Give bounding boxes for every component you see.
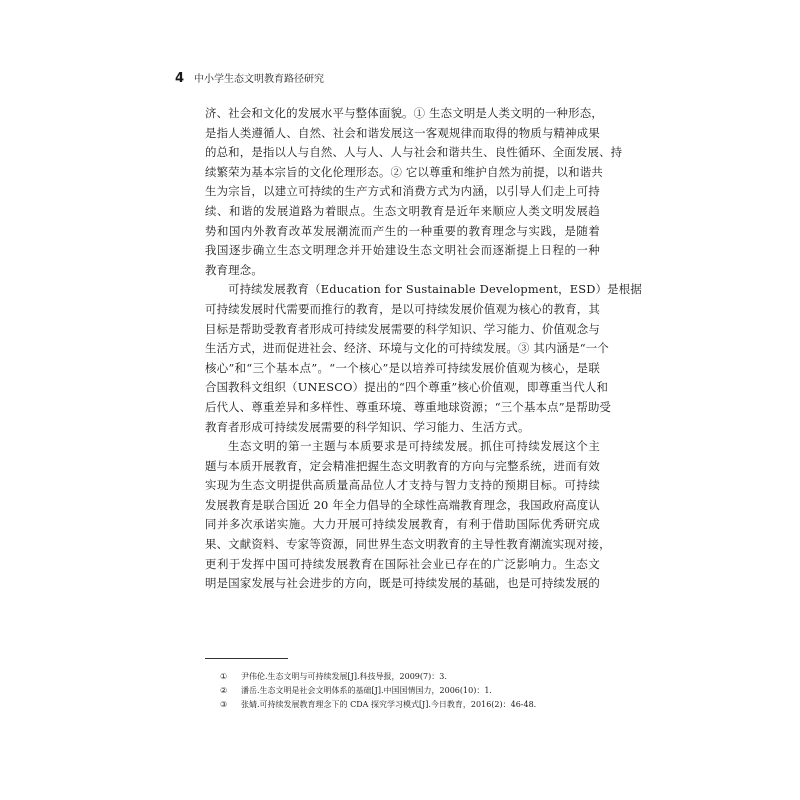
footnote-3: [220, 698, 600, 712]
text-line: 目标是帮助受教育者形成可持续发展需要的科学知识、学习能力、价值观念与: [205, 321, 600, 336]
page-header: [175, 70, 324, 86]
footnote-marker: ②: [220, 686, 228, 695]
text-line: 教育理念。: [205, 262, 263, 277]
text-line: 可持续发展教育（Education for Sustainable Development，ESD）是根据: [228, 282, 642, 297]
text-line: 后代人、尊重差异和多样性、尊重环境、尊重地球资源；“三个基本点”是帮助受: [205, 399, 612, 414]
text-line: 生态文明的第一主题与本质要求是可持续发展。抓住可持续发展这个主: [228, 439, 600, 454]
footnote-text: 尹伟伦.生态文明与可持续发展[J].科技导报，2009(7)：3.: [241, 672, 447, 681]
footnotes: [220, 670, 600, 712]
text-line: 核心”和“三个基本点”。“一个核心”是以培养可持续发展价值观为核心，是联: [205, 360, 600, 375]
footnote-text: 张婧.可持续发展教育理念下的 CDA 探究学习模式[J].今日教育，2016(2)：46-48.: [241, 700, 537, 709]
page-number: 4: [175, 71, 185, 86]
text-line: 我国逐步确立生态文明理念并开始建设生态文明社会而逐渐提上日程的一种: [205, 243, 600, 258]
paragraph-1: [205, 104, 623, 280]
text-line: 生活方式，进而促进社会、经济、环境与文化的可持续发展。③ 其内涵是“一个: [205, 341, 609, 356]
text-line: 是指人类遵循人、自然、社会和谐发展这一客观规律而取得的物质与精神成果: [205, 125, 600, 140]
footnote-text: 潘岳.生态文明是社会文明体系的基础[J].中国国情国力，2006(10)：1.: [241, 686, 492, 695]
text-line: 合国教科文组织（UNESCO）提出的“四个尊重”核心价值观，即尊重当代人和: [205, 380, 609, 395]
body-text: [205, 104, 642, 594]
text-line: 济、社会和文化的发展水平与整体面貌。① 生态文明是人类文明的一种形态，: [205, 106, 603, 120]
text-line: 续繁荣为基本宗旨的文化伦理形态。② 它以尊重和维护自然为前提，以和谐共: [205, 164, 603, 179]
text-line: 续、和谐的发展道路为着眼点。生态文明教育是近年来顺应人类文明发展趋: [205, 203, 600, 218]
footnote-divider: [205, 658, 288, 659]
text-line: 同并多次承诺实施。大力开展可持续发展教育，有利于借助国际优秀研究成: [205, 517, 600, 532]
text-line: 教育者形成可持续发展需要的科学知识、学习能力、生活方式。: [205, 419, 530, 434]
paragraph-2: [205, 280, 642, 437]
footnote-marker: ③: [220, 700, 228, 709]
footnote-2: [220, 684, 600, 698]
text-line: 势和国内外教育改革发展潮流而产生的一种重要的教育理念与实践，是随着: [205, 223, 600, 238]
footnote-1: [220, 670, 600, 684]
text-line: 可持续发展时代需要而推行的教育，是以可持续发展价值观为核心的教育，其: [205, 301, 600, 316]
text-line: 更利于发挥中国可持续发展教育在国际社会业已存在的广泛影响力。生态文: [205, 556, 600, 571]
paragraph-3: [205, 437, 611, 594]
running-title: 中小学生态文明教育路径研究: [194, 74, 325, 85]
text-line: 题与本质开展教育，定会精准把握生态文明教育的方向与完整系统，进而有效: [205, 458, 600, 473]
footnote-marker: ①: [220, 672, 228, 681]
text-line: 明是国家发展与社会进步的方向，既是可持续发展的基础，也是可持续发展的: [205, 576, 600, 591]
text-line: 的总和，是指以人与自然、人与人、人与社会和谐共生、良性循环、全面发展、持: [205, 145, 623, 160]
text-line: 果、文献资料、专家等资源，同世界生态文明教育的主导性教育潮流实现对接，: [205, 537, 611, 552]
text-line: 实现为生态文明提供高质量高品位人才支持与智力支持的预期目标。可持续: [205, 478, 600, 493]
text-line: 生为宗旨，以建立可持续的生产方式和消费方式为内涵，以引导人们走上可持: [205, 184, 600, 199]
text-line: 发展教育是联合国近 20 年全力倡导的全球性高端教育理念，我国政府高度认: [205, 497, 600, 512]
